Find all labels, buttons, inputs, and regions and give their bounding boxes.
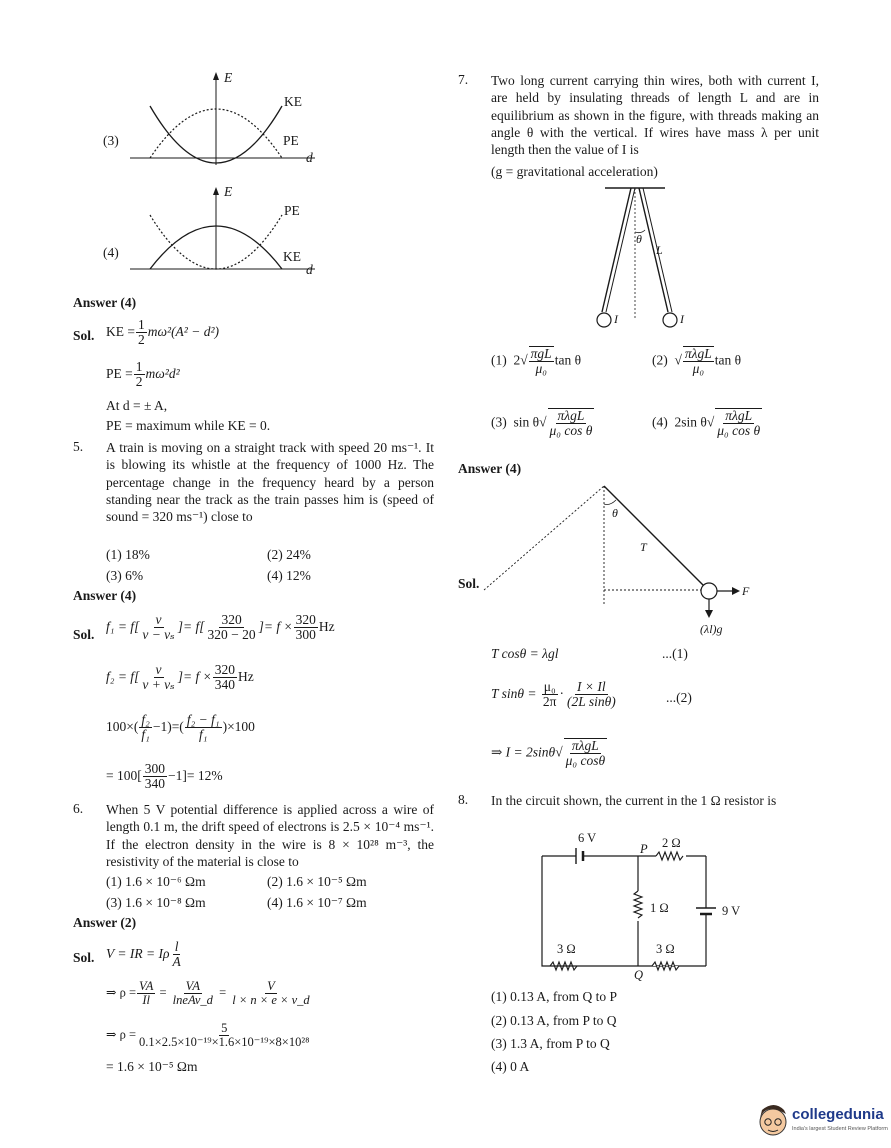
q6-question-text: When 5 V potential difference is applied across a wire of length 0.1 m, the drift speed of electrons is 2.5 × 10⁻⁴ ms⁻¹. If the electron density in the wire is 8 × 10²⁸ m⁻³, the resistivity of the material is close to bbox=[106, 802, 434, 869]
q4-ke-equation: KE = $\frac{1}{2}$ mω²(A² − d²) bbox=[106, 317, 220, 348]
graph3-ke-label: KE bbox=[284, 94, 302, 109]
q6-option-1: (1) 1.6 × 10⁻⁶ Ωm bbox=[106, 874, 206, 889]
q7-option-4: (4) 2sin θ√ $\frac{\text{πλgL}}{\text{μ₀ cos θ}}$ bbox=[652, 408, 761, 439]
q4-line4: PE = maximum while KE = 0. bbox=[106, 418, 271, 433]
q5-question-text: A train is moving on a straight track with speed 20 ms⁻¹. It is blowing its whistle at the frequency of 1000 Hz. The percentage change in the frequency heard by a person standing near the track as the train passes him is (speed of sound = 320 ms⁻¹) close to bbox=[106, 440, 434, 525]
q6-number: 6. bbox=[73, 801, 84, 816]
q7-sol-weight: (λl)g bbox=[700, 622, 723, 636]
q7-eq2: T sinθ = $\frac{\text{μ₀}}{2\pi}$ · $\frac{I \times Il}{\text{(2L sinθ)}}$ bbox=[491, 679, 616, 710]
graph4-option-label: (4) bbox=[103, 245, 119, 260]
q6-sol-label: Sol. bbox=[73, 950, 95, 965]
graph4-pe-label: PE bbox=[284, 203, 300, 218]
q6-answer: Answer (2) bbox=[73, 915, 137, 930]
q7-eq1: T cosθ = λgl bbox=[491, 646, 559, 661]
brand-name: collegedunia bbox=[792, 1106, 884, 1123]
q7-sol-F: F bbox=[742, 584, 750, 598]
q7-option-1: (1) 2√ $\frac{\text{πgL}}{\text{μ₀}}$ tan θ bbox=[491, 346, 582, 377]
q8-label-1ohm: 1 Ω bbox=[650, 901, 669, 915]
q8-option-3: (3) 1.3 A, from P to Q bbox=[491, 1036, 610, 1051]
q4-sol-label: Sol. bbox=[73, 328, 95, 343]
q8-label-9v: 9 V bbox=[722, 904, 741, 918]
q7-sol-T: T bbox=[640, 540, 647, 554]
q6-line4: = 1.6 × 10⁻⁵ Ωm bbox=[106, 1059, 198, 1074]
q8-question-text: In the circuit shown, the current in the 1 Ω resistor is bbox=[491, 793, 777, 808]
q5-option-1: (1) 18% bbox=[106, 547, 150, 562]
q5-option-3: (3) 6% bbox=[106, 568, 144, 583]
q5-f2-equation: f₂ = f[ $\frac{v}{\text{v + vₛ}}$ ]= f × $\frac{320}{340}$ Hz bbox=[106, 662, 254, 693]
q5-number: 5. bbox=[73, 439, 84, 454]
q6-line1: V = IR = Iρ $\frac{l}{A}$ bbox=[106, 939, 181, 970]
q8-label-2ohm: 2 Ω bbox=[662, 836, 681, 850]
graph3-axis-label: E bbox=[224, 70, 233, 85]
q6-option-4: (4) 1.6 × 10⁻⁷ Ωm bbox=[267, 895, 367, 910]
graph4-d-label: d bbox=[306, 262, 313, 277]
q8-option-1: (1) 0.13 A, from Q to P bbox=[491, 989, 617, 1004]
q6-line2: ⇒ ρ = $\frac{VA}{Il}$ = $\frac{VA}{\text{lneAv\_d}}$ = $\frac{V}{l \times n \times e \times v\_d}$ bbox=[106, 979, 310, 1008]
q7-option-2: (2) √ $\frac{\text{πλgL}}{\text{μ₀}}$ tan θ bbox=[652, 346, 742, 377]
q7-fig-L: L bbox=[656, 243, 663, 257]
q8-label-3ohm-right: 3 Ω bbox=[656, 942, 675, 956]
graph-option-3 bbox=[110, 70, 330, 170]
q8-number: 8. bbox=[458, 792, 469, 807]
q5-f1-equation: f₁ = f[ $\frac{v}{\text{v − vₛ}}$ ]= f[ $\frac{320}{320 - 20}$ ]= f × $\frac{320}{300}$ Hz bbox=[106, 612, 335, 643]
mascot-icon bbox=[756, 1102, 790, 1140]
q6-option-3: (3) 1.6 × 10⁻⁸ Ωm bbox=[106, 895, 206, 910]
q7-question-text: Two long current carrying thin wires, both with current I, are held by insulating threads of length L and are in equilibrium as shown in the figure, with threads making an angle θ with the vertical. If wires have mass λ per unit length then the value of I is bbox=[491, 73, 819, 158]
q7-force-diagram bbox=[480, 482, 760, 642]
q7-eq2-tag: ...(2) bbox=[666, 690, 692, 705]
collegedunia-logo bbox=[756, 1100, 886, 1144]
q7-option-3: (3) sin θ√ $\frac{\text{πλgL}}{\text{μ₀ cos θ}}$ bbox=[491, 408, 593, 439]
graph4-axis-label: E bbox=[224, 184, 233, 199]
q7-fig-I-right: I bbox=[680, 312, 684, 326]
q5-answer: Answer (4) bbox=[73, 588, 137, 603]
q8-label-3ohm-left: 3 Ω bbox=[557, 942, 576, 956]
graph3-pe-label: PE bbox=[283, 133, 299, 148]
q7-eq1-tag: ...(1) bbox=[662, 646, 688, 661]
q7-eq3: ⇒ I = 2sinθ√ $\frac{\text{πλgL}}{\text{μ₀ cosθ}}$ bbox=[491, 738, 606, 769]
q7-sol-label: Sol. bbox=[458, 576, 480, 591]
q7-number: 7. bbox=[458, 72, 469, 87]
graph3-d-label: d bbox=[306, 150, 313, 165]
graph3-option-label: (3) bbox=[103, 133, 119, 148]
q8-option-2: (2) 0.13 A, from P to Q bbox=[491, 1013, 617, 1028]
q7-fig-theta: θ bbox=[636, 232, 642, 246]
q7-sol-theta: θ bbox=[612, 506, 618, 520]
q8-label-6v: 6 V bbox=[578, 831, 597, 845]
q6-option-2: (2) 1.6 × 10⁻⁵ Ωm bbox=[267, 874, 367, 889]
q5-option-2: (2) 24% bbox=[267, 547, 311, 562]
q5-option-4: (4) 12% bbox=[267, 568, 311, 583]
q5-sol-label: Sol. bbox=[73, 627, 95, 642]
q5-result-equation: = 100[ $\frac{300}{340}$ −1]= 12% bbox=[106, 761, 223, 792]
q7-g-note: (g = gravitational acceleration) bbox=[491, 164, 658, 179]
q4-pe-equation: PE = $\frac{1}{2}$ mω²d² bbox=[106, 359, 180, 390]
graph4-ke-label: KE bbox=[283, 249, 301, 264]
q7-answer: Answer (4) bbox=[458, 461, 522, 476]
q7-fig-I-left: I bbox=[614, 312, 618, 326]
q8-label-p: P bbox=[640, 842, 648, 856]
q8-label-q: Q bbox=[634, 968, 644, 982]
q5-percentage-equation: 100×( $\frac{\text{f₂}}{\text{f₁}}$ −1)=( $\frac{\text{f₂ − f₁}}{\text{f₁}}$ )×100 bbox=[106, 712, 255, 743]
brand-tagline: India's largest Student Review Platform bbox=[792, 1126, 888, 1132]
q6-line3: ⇒ ρ = $\frac{5}{\text{0.1×2.5×10⁻¹⁹×1.6×10⁻¹⁹×8×10²⁸}}$ bbox=[106, 1021, 310, 1050]
q4-line3: At d = ± A, bbox=[106, 398, 168, 413]
q8-option-4: (4) 0 A bbox=[491, 1059, 530, 1074]
q4-answer: Answer (4) bbox=[73, 295, 137, 310]
